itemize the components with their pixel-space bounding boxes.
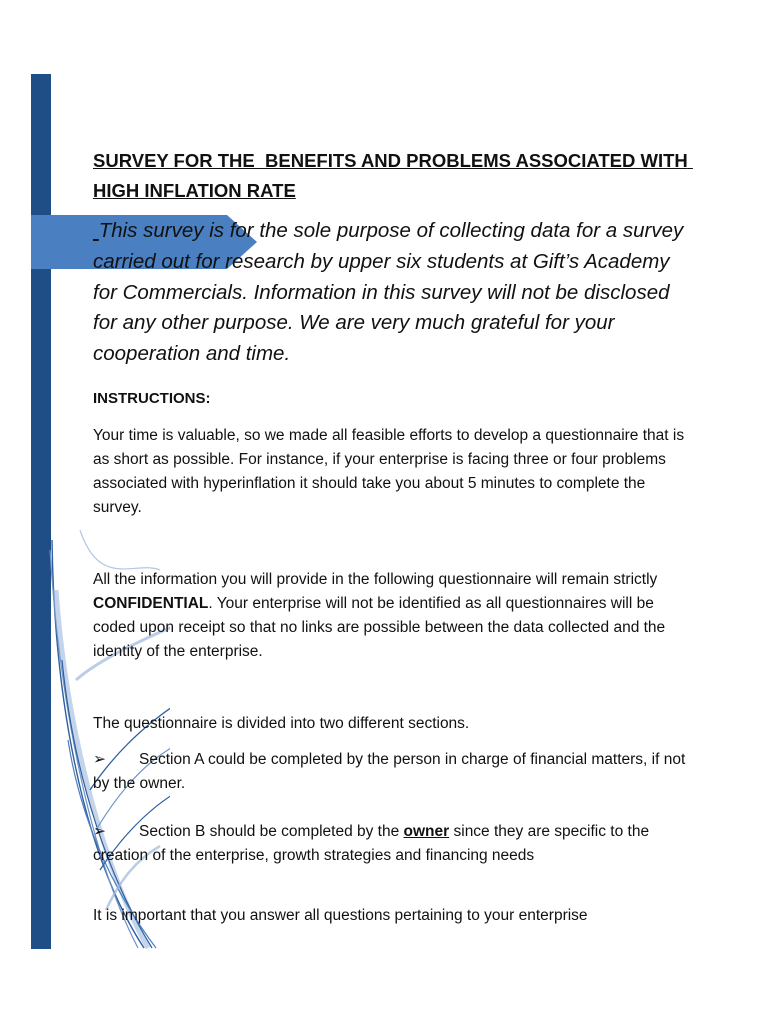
confidential-text-before: All the information you will provide in the following questionnaire will remain strictly (93, 570, 658, 588)
section-b-text-after: since they are specific to the creation of the enterprise, growth strategies and financing needs (93, 822, 650, 864)
confidential-paragraph (93, 568, 693, 664)
section-a-text: Section A could be completed by the person in charge of financial matters, if not by the owner. (93, 750, 686, 792)
section-b-text-before: Section B should be completed by the (139, 822, 404, 840)
list-item-section-b (93, 820, 693, 868)
document-body (93, 146, 693, 928)
closing-paragraph: It is important that you answer all questions pertaining to your enterprise (93, 906, 588, 924)
intro-paragraph (93, 216, 693, 370)
page-title: SURVEY FOR THE BENEFITS AND PROBLEMS ASSOCIATED WITH HIGH INFLATION RATE (93, 150, 693, 201)
instructions-heading: INSTRUCTIONS: (93, 389, 211, 407)
intro-text: This survey is for the sole purpose of collecting data for a survey carried out for research by upper six students at Gift’s Academy for Commercials. Information in this survey will not be disclosed for any other purpose. We are very much grateful for your cooperation and time. (93, 219, 684, 366)
bullet-arrow-icon: ➢ (93, 750, 106, 768)
section-b-owner: owner (403, 822, 450, 840)
bullet-arrow-icon: ➢ (93, 822, 106, 840)
confidential-text-after: . Your enterprise will not be identified as all questionnaires will be coded upon receipt so that no links are possible between the data collected and the identity of the enterprise. (93, 594, 666, 660)
list-item-section-a (93, 748, 693, 796)
time-paragraph: Your time is valuable, so we made all feasible efforts to develop a questionnaire that is as short as possible. For instance, if your enterprise is facing three or four problems associated with hyperinflation it should take you about 5 minutes to complete the survey. (93, 426, 685, 516)
confidential-emphasis: CONFIDENTIAL (93, 594, 209, 612)
sections-paragraph: The questionnaire is divided into two different sections. (93, 714, 470, 732)
